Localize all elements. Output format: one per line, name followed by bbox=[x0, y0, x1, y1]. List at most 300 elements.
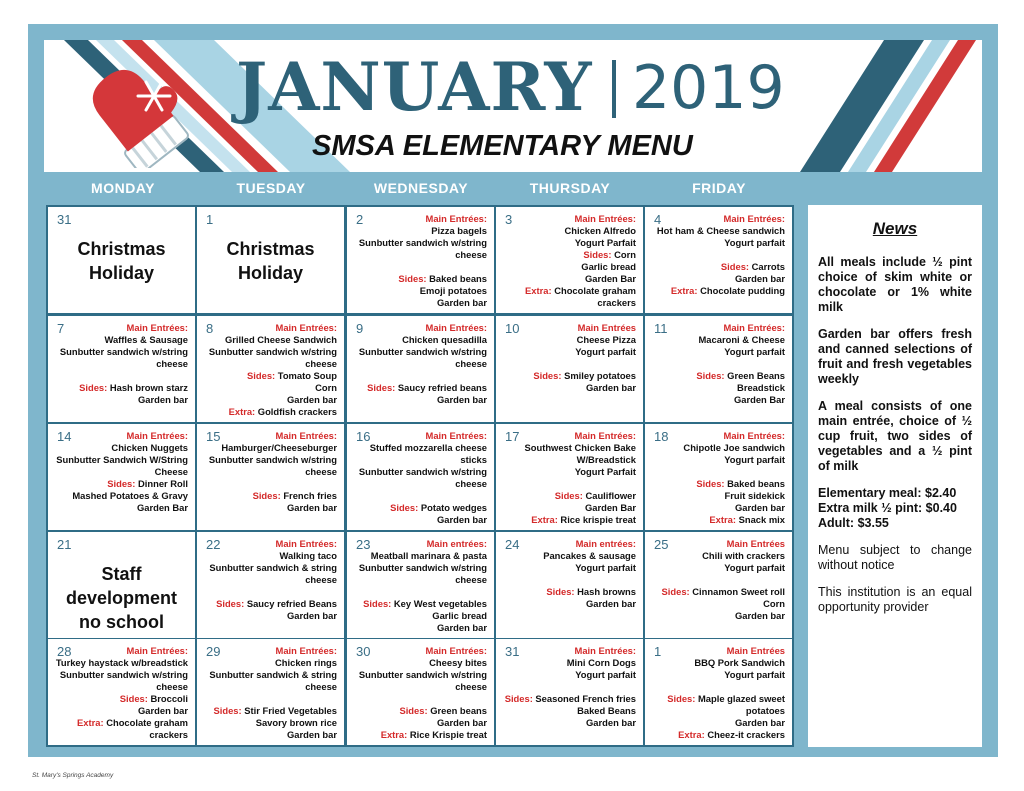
menu-item: Pancakes & sausage bbox=[543, 550, 636, 561]
menu-line bbox=[498, 562, 636, 574]
menu-line bbox=[349, 273, 487, 285]
menu-item: Cheese Pizza bbox=[576, 334, 636, 345]
menu-item: Sunbutter sandwich w/string bbox=[59, 346, 188, 357]
day-number: 31 bbox=[505, 644, 520, 659]
menu-item: Rice Krispie treat bbox=[407, 729, 487, 740]
menu-item: Savory brown rice bbox=[255, 717, 337, 728]
menu-line bbox=[50, 442, 188, 454]
menu-entry bbox=[199, 645, 337, 741]
menu-item: crackers bbox=[597, 297, 636, 308]
menu-line bbox=[199, 334, 337, 346]
menu-item: Dinner Roll bbox=[135, 478, 188, 489]
day-number: 9 bbox=[356, 321, 364, 336]
menu-item: Sunbutter Sandwich W/String bbox=[56, 454, 188, 465]
menu-line bbox=[199, 717, 337, 729]
menu-line bbox=[349, 574, 487, 586]
menu-item: Garden bar bbox=[585, 717, 636, 728]
menu-entry bbox=[647, 430, 785, 526]
menu-entry bbox=[349, 538, 487, 634]
title-divider bbox=[612, 60, 616, 118]
menu-line bbox=[647, 729, 785, 741]
menu-item: Macaroni & Cheese bbox=[698, 334, 785, 345]
menu-entry bbox=[199, 322, 337, 418]
menu-label: Sides: bbox=[533, 370, 562, 381]
menu-item: Smiley potatoes bbox=[561, 370, 636, 381]
menu-label: Main Entrées: bbox=[723, 213, 785, 224]
menu-label: Main Entrées: bbox=[275, 645, 337, 656]
day-number: 4 bbox=[654, 212, 662, 227]
menu-line bbox=[647, 514, 785, 526]
menu-line bbox=[647, 370, 785, 382]
menu-line bbox=[349, 538, 487, 550]
menu-entry bbox=[199, 538, 337, 622]
menu-item: Stir Fried Vegetables bbox=[241, 705, 337, 716]
menu-line bbox=[498, 717, 636, 729]
menu-item: Saucy refried Beans bbox=[244, 598, 337, 609]
menu-item: W/Breadstick bbox=[576, 454, 636, 465]
menu-line bbox=[647, 490, 785, 502]
menu-line bbox=[199, 382, 337, 394]
menu-label: Main Entrées: bbox=[126, 322, 188, 333]
menu-label: Sides: bbox=[696, 478, 725, 489]
menu-item: Chocolate graham bbox=[551, 285, 636, 296]
menu-label: Sides: bbox=[107, 478, 136, 489]
day-cell bbox=[48, 639, 195, 745]
weekday-monday: MONDAY bbox=[91, 180, 155, 196]
day-number: 22 bbox=[206, 537, 221, 552]
menu-line bbox=[50, 657, 188, 669]
menu-line bbox=[349, 669, 487, 681]
menu-line bbox=[50, 454, 188, 466]
menu-item: Yogurt Parfait bbox=[574, 466, 636, 477]
day-number: 1 bbox=[206, 212, 214, 227]
menu-item: Pizza bagels bbox=[431, 225, 487, 236]
menu-item: cheese bbox=[156, 681, 188, 692]
menu-line bbox=[349, 334, 487, 346]
day-cell bbox=[645, 532, 792, 638]
day-cell bbox=[645, 424, 792, 530]
news-item: This institution is an equal opportunity provider bbox=[818, 585, 972, 614]
menu-item: Yogurt parfait bbox=[575, 346, 636, 357]
menu-item: Seasoned French fries bbox=[532, 693, 636, 704]
menu-item: cheese bbox=[455, 478, 487, 489]
menu-line bbox=[498, 430, 636, 442]
menu-line bbox=[647, 657, 785, 669]
menu-line bbox=[647, 237, 785, 249]
menu-line bbox=[199, 538, 337, 550]
day-number: 7 bbox=[57, 321, 65, 336]
menu-item: Garden bar bbox=[286, 729, 337, 740]
menu-entry bbox=[349, 322, 487, 406]
day-number: 3 bbox=[505, 212, 513, 227]
menu-line bbox=[498, 693, 636, 705]
menu-entry bbox=[498, 322, 636, 394]
day-cell bbox=[645, 316, 792, 422]
menu-line bbox=[50, 478, 188, 490]
menu-item: Snack mix bbox=[736, 514, 785, 525]
menu-label: Extra: bbox=[228, 406, 256, 417]
menu-line bbox=[647, 538, 785, 550]
menu-line bbox=[199, 442, 337, 454]
menu-label: Sides: bbox=[661, 586, 690, 597]
menu-line bbox=[498, 514, 636, 526]
menu-line bbox=[647, 273, 785, 285]
menu-item: cheese bbox=[305, 466, 337, 477]
mitten-icon bbox=[76, 48, 226, 168]
footer-school-name: St. Mary's Springs Academy bbox=[32, 772, 114, 779]
menu-line bbox=[349, 430, 487, 442]
menu-line bbox=[349, 693, 487, 705]
day-cell bbox=[197, 532, 344, 638]
menu-line bbox=[50, 669, 188, 681]
menu-line bbox=[647, 334, 785, 346]
menu-line bbox=[498, 213, 636, 225]
menu-item: Corn bbox=[611, 249, 636, 260]
menu-item: Garden bar bbox=[286, 610, 337, 621]
day-cell bbox=[347, 424, 494, 530]
day-number: 2 bbox=[356, 212, 364, 227]
menu-line bbox=[349, 442, 487, 466]
menu-line bbox=[50, 322, 188, 334]
menu-item: Yogurt parfait bbox=[724, 454, 785, 465]
menu-label: Extra: bbox=[531, 514, 558, 525]
menu-entry bbox=[498, 538, 636, 610]
menu-item: Goldfish crackers bbox=[255, 406, 337, 417]
menu-line bbox=[349, 478, 487, 490]
menu-line bbox=[349, 717, 487, 729]
menu-label: Main Entrées: bbox=[275, 538, 337, 549]
menu-line bbox=[349, 645, 487, 657]
menu-item: Garden bar bbox=[734, 502, 785, 513]
menu-item: Cauliflower bbox=[582, 490, 636, 501]
menu-label: Sides: bbox=[363, 598, 392, 609]
menu-line bbox=[199, 478, 337, 490]
menu-line bbox=[498, 322, 636, 334]
menu-line bbox=[199, 645, 337, 657]
menu-item: Garden Bar bbox=[733, 394, 785, 405]
menu-line bbox=[199, 693, 337, 705]
menu-line bbox=[498, 442, 636, 454]
day-number: 21 bbox=[57, 537, 72, 552]
menu-line bbox=[50, 705, 188, 717]
menu-line bbox=[498, 285, 636, 297]
day-number: 23 bbox=[356, 537, 371, 552]
menu-line bbox=[498, 346, 636, 358]
menu-line bbox=[498, 490, 636, 502]
menu-line bbox=[498, 538, 636, 550]
menu-line bbox=[647, 430, 785, 442]
menu-line bbox=[349, 729, 487, 741]
menu-line bbox=[199, 346, 337, 358]
news-item: Garden bar offers fresh and canned selections of fruit and fresh vegetables weekly bbox=[818, 327, 972, 386]
menu-label: Main Entrées bbox=[726, 538, 785, 549]
menu-line bbox=[349, 358, 487, 370]
menu-entry bbox=[498, 430, 636, 526]
day-cell bbox=[496, 207, 643, 313]
menu-item: cheese bbox=[156, 358, 188, 369]
menu-item: Garlic bread bbox=[432, 610, 487, 621]
month-title: JANUARY bbox=[236, 48, 593, 126]
menu-label: Main Entrées: bbox=[574, 645, 636, 656]
menu-line bbox=[498, 466, 636, 478]
menu-line bbox=[199, 406, 337, 418]
day-cell bbox=[48, 316, 195, 422]
menu-line bbox=[498, 454, 636, 466]
day-number: 28 bbox=[57, 644, 72, 659]
menu-line bbox=[349, 225, 487, 237]
menu-item: Garden bar bbox=[436, 514, 487, 525]
day-cell bbox=[496, 316, 643, 422]
menu-line bbox=[349, 562, 487, 574]
menu-line bbox=[647, 358, 785, 370]
menu-line bbox=[647, 382, 785, 394]
menu-item: Hash brown starz bbox=[107, 382, 188, 393]
menu-item: Sunbutter sandwich & string bbox=[209, 669, 337, 680]
menu-line bbox=[349, 622, 487, 634]
menu-label: Sides: bbox=[546, 586, 575, 597]
menu-item: Garden bar bbox=[436, 297, 487, 308]
day-cell bbox=[645, 207, 792, 313]
menu-calendar-grid bbox=[46, 205, 794, 747]
menu-item: Garden Bar bbox=[136, 502, 188, 513]
menu-label: Sides: bbox=[213, 705, 242, 716]
menu-label: Main Entrées: bbox=[574, 213, 636, 224]
day-cell bbox=[496, 532, 643, 638]
menu-line bbox=[647, 502, 785, 514]
menu-line bbox=[647, 213, 785, 225]
menu-item: Garden bar bbox=[585, 382, 636, 393]
menu-line bbox=[199, 586, 337, 598]
menu-label: Sides: bbox=[667, 693, 696, 704]
menu-line bbox=[199, 729, 337, 741]
menu-item: cheese bbox=[305, 358, 337, 369]
day-cell bbox=[496, 424, 643, 530]
menu-item: cheese bbox=[305, 681, 337, 692]
menu-line bbox=[647, 225, 785, 237]
menu-line bbox=[199, 562, 337, 574]
news-title: News bbox=[872, 219, 918, 238]
menu-line bbox=[349, 237, 487, 249]
menu-line bbox=[349, 213, 487, 225]
menu-item: French fries bbox=[280, 490, 337, 501]
menu-label: Sides: bbox=[390, 502, 419, 513]
menu-item: Hamburger/Cheeseburger bbox=[221, 442, 337, 453]
menu-label: Sides: bbox=[696, 370, 725, 381]
menu-label: Extra: bbox=[678, 729, 705, 740]
news-item: Menu subject to change without notice bbox=[818, 543, 972, 572]
menu-line bbox=[199, 550, 337, 562]
menu-item: Baked beans bbox=[426, 273, 487, 284]
menu-label: Main Entrées: bbox=[723, 322, 785, 333]
menu-line bbox=[349, 490, 487, 502]
menu-line bbox=[647, 610, 785, 622]
menu-line bbox=[498, 225, 636, 237]
menu-line bbox=[498, 550, 636, 562]
menu-line bbox=[199, 669, 337, 681]
menu-item: Hash browns bbox=[574, 586, 636, 597]
menu-line bbox=[349, 346, 487, 358]
menu-line bbox=[647, 478, 785, 490]
menu-item: Yogurt parfait bbox=[724, 346, 785, 357]
menu-item: Chocolate pudding bbox=[697, 285, 785, 296]
menu-label: Sides: bbox=[398, 273, 427, 284]
menu-label: Sides: bbox=[119, 693, 148, 704]
menu-label: Sides: bbox=[247, 370, 276, 381]
menu-line bbox=[349, 514, 487, 526]
menu-item: Key West vegetables bbox=[391, 598, 487, 609]
day-number: 31 bbox=[57, 212, 72, 227]
menu-label: Main Entrées: bbox=[425, 322, 487, 333]
menu-item: Yogurt parfait bbox=[575, 669, 636, 680]
menu-item: Chili with crackers bbox=[702, 550, 785, 561]
menu-item: Potato wedges bbox=[418, 502, 487, 513]
weekday-tuesday: TUESDAY bbox=[236, 180, 306, 196]
menu-entry bbox=[349, 645, 487, 741]
menu-line bbox=[498, 502, 636, 514]
news-item: Elementary meal: $2.40 Extra milk ½ pint: $0.40 Adult: $3.55 bbox=[818, 486, 957, 530]
day-number: 29 bbox=[206, 644, 221, 659]
menu-line bbox=[199, 466, 337, 478]
menu-item: cheese bbox=[455, 681, 487, 692]
menu-item: Rice krispie treat bbox=[557, 514, 636, 525]
menu-line bbox=[199, 490, 337, 502]
menu-item: Breadstick bbox=[737, 382, 785, 393]
menu-line bbox=[349, 382, 487, 394]
menu-item: Cheese bbox=[154, 466, 188, 477]
menu-line bbox=[498, 273, 636, 285]
menu-line bbox=[498, 261, 636, 273]
menu-item: Saucy refried beans bbox=[395, 382, 487, 393]
menu-item: Fruit sidekick bbox=[724, 490, 785, 501]
menu-line bbox=[50, 430, 188, 442]
menu-line bbox=[349, 249, 487, 261]
menu-line bbox=[50, 394, 188, 406]
menu-item: Yogurt parfait bbox=[724, 669, 785, 680]
menu-item: Garden bar bbox=[734, 717, 785, 728]
menu-item: cheese bbox=[455, 249, 487, 260]
menu-label: Sides: bbox=[554, 490, 583, 501]
menu-item: Garden bar bbox=[585, 598, 636, 609]
menu-item: Chicken Nuggets bbox=[111, 442, 188, 453]
menu-label: Main Entrées: bbox=[425, 430, 487, 441]
day-number: 10 bbox=[505, 321, 520, 336]
menu-line bbox=[349, 681, 487, 693]
menu-entry bbox=[498, 213, 636, 309]
menu-entry bbox=[647, 213, 785, 297]
day-cell bbox=[197, 207, 344, 313]
weekday-friday: FRIDAY bbox=[692, 180, 746, 196]
menu-item: Corn bbox=[315, 382, 337, 393]
menu-item: Grilled Cheese Sandwich bbox=[224, 334, 337, 345]
menu-line bbox=[647, 346, 785, 358]
menu-line bbox=[349, 394, 487, 406]
header-banner bbox=[44, 40, 982, 172]
day-number: 17 bbox=[505, 429, 520, 444]
day-cell bbox=[645, 639, 792, 745]
menu-line bbox=[199, 502, 337, 514]
menu-line bbox=[647, 705, 785, 717]
menu-line bbox=[199, 657, 337, 669]
menu-label: Main Entrées: bbox=[126, 645, 188, 656]
menu-item: potatoes bbox=[745, 705, 785, 716]
menu-line bbox=[647, 717, 785, 729]
menu-line bbox=[349, 322, 487, 334]
menu-line bbox=[50, 729, 188, 741]
menu-item: Yogurt parfait bbox=[575, 562, 636, 573]
menu-item: Mashed Potatoes & Gravy bbox=[72, 490, 188, 501]
menu-label: Extra: bbox=[380, 729, 408, 740]
menu-label: Sides: bbox=[399, 705, 428, 716]
menu-line bbox=[349, 297, 487, 309]
menu-line bbox=[349, 705, 487, 717]
menu-label: Extra: bbox=[77, 717, 104, 728]
day-number: 18 bbox=[654, 429, 669, 444]
weekday-thursday: THURSDAY bbox=[529, 180, 611, 196]
menu-item: Sunbutter sandwich w/string bbox=[358, 346, 487, 357]
day-cell bbox=[496, 639, 643, 745]
menu-line bbox=[199, 598, 337, 610]
menu-item: Baked beans bbox=[724, 478, 785, 489]
menu-line bbox=[498, 645, 636, 657]
menu-line bbox=[349, 466, 487, 478]
menu-line bbox=[647, 261, 785, 273]
menu-line bbox=[349, 285, 487, 297]
menu-line bbox=[647, 466, 785, 478]
menu-item: Mini Corn Dogs bbox=[566, 657, 636, 668]
menu-line bbox=[498, 297, 636, 309]
menu-label: Sides: bbox=[252, 490, 281, 501]
menu-label: Main Entrées: bbox=[275, 430, 337, 441]
menu-line bbox=[647, 681, 785, 693]
day-note: Christmas Holiday bbox=[226, 239, 315, 283]
menu-item: Garden bar bbox=[436, 394, 487, 405]
menu-line bbox=[647, 454, 785, 466]
menu-line bbox=[50, 502, 188, 514]
menu-item: Green Beans bbox=[724, 370, 785, 381]
menu-line bbox=[50, 334, 188, 346]
menu-item: Garden bar bbox=[436, 622, 487, 633]
menu-line bbox=[647, 442, 785, 454]
day-cell bbox=[197, 316, 344, 422]
menu-item: Corn bbox=[763, 598, 785, 609]
menu-item: cheese bbox=[305, 574, 337, 585]
menu-line bbox=[498, 705, 636, 717]
menu-item: BBQ Pork Sandwich bbox=[694, 657, 785, 668]
menu-item: Chicken quesadilla bbox=[402, 334, 487, 345]
menu-line bbox=[199, 370, 337, 382]
menu-line bbox=[349, 657, 487, 669]
menu-label: Main Entrées bbox=[726, 645, 785, 656]
menu-item: Cheesy bites bbox=[429, 657, 487, 668]
day-number: 24 bbox=[505, 537, 520, 552]
menu-line bbox=[50, 346, 188, 358]
menu-line bbox=[199, 322, 337, 334]
menu-label: Sides: bbox=[216, 598, 245, 609]
menu-label: Main Entrées: bbox=[425, 213, 487, 224]
menu-line bbox=[647, 574, 785, 586]
menu-line bbox=[199, 681, 337, 693]
menu-line bbox=[199, 394, 337, 406]
menu-line bbox=[647, 394, 785, 406]
menu-label: Main entrées: bbox=[575, 538, 636, 549]
menu-line bbox=[498, 237, 636, 249]
menu-item: Baked Beans bbox=[577, 705, 636, 716]
menu-line bbox=[498, 669, 636, 681]
menu-item: Garlic bread bbox=[581, 261, 636, 272]
menu-entry bbox=[349, 213, 487, 309]
menu-entry bbox=[349, 430, 487, 526]
menu-item: Garden bar bbox=[734, 610, 785, 621]
